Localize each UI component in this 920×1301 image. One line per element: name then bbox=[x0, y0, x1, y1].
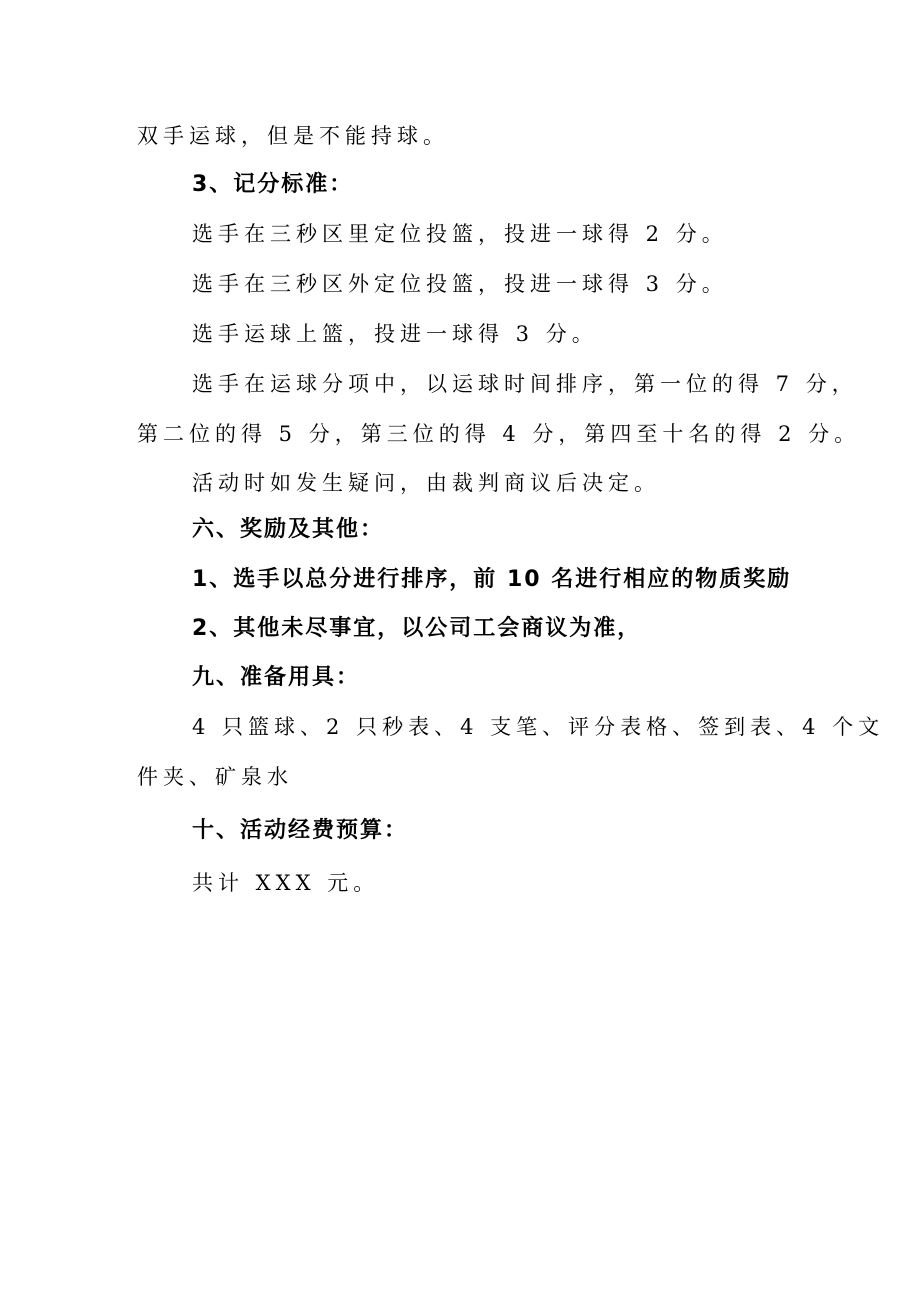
paragraph-continuation: 双手运球，但是不能持球。 bbox=[137, 124, 449, 148]
budget-heading: 十、活动经费预算： bbox=[192, 818, 409, 843]
scoring-item-layup: 选手运球上篮，投进一球得 3 分。 bbox=[192, 322, 598, 346]
scoring-dribble-line2: 第二位的得 5 分，第三位的得 4 分，第四至十名的得 2 分。 bbox=[137, 422, 861, 446]
scoring-dispute: 活动时如发生疑问，由裁判商议后决定。 bbox=[192, 471, 660, 495]
awards-item-other: 2、其他未尽事宜，以公司工会商议为准， bbox=[192, 616, 642, 641]
scoring-item-outside: 选手在三秒区外定位投篮，投进一球得 3 分。 bbox=[192, 272, 728, 296]
equipment-list-line1: 4 只篮球、2 只秒表、4 支笔、评分表格、签到表、4 个文 bbox=[192, 715, 885, 739]
equipment-list-line2: 件夹、矿泉水 bbox=[137, 765, 293, 789]
budget-text: 共计 XXX 元。 bbox=[192, 871, 380, 895]
equipment-heading: 九、准备用具： bbox=[192, 665, 361, 690]
scoring-heading: 3、记分标准： bbox=[192, 172, 354, 197]
awards-item-ranking: 1、选手以总分进行排序，前 10 名进行相应的物质奖励 bbox=[192, 567, 792, 592]
scoring-item-inside: 选手在三秒区里定位投篮，投进一球得 2 分。 bbox=[192, 222, 728, 246]
scoring-dribble-line1: 选手在运球分项中，以运球时间排序，第一位的得 7 分， bbox=[192, 372, 858, 396]
awards-heading: 六、奖励及其他： bbox=[192, 517, 385, 542]
